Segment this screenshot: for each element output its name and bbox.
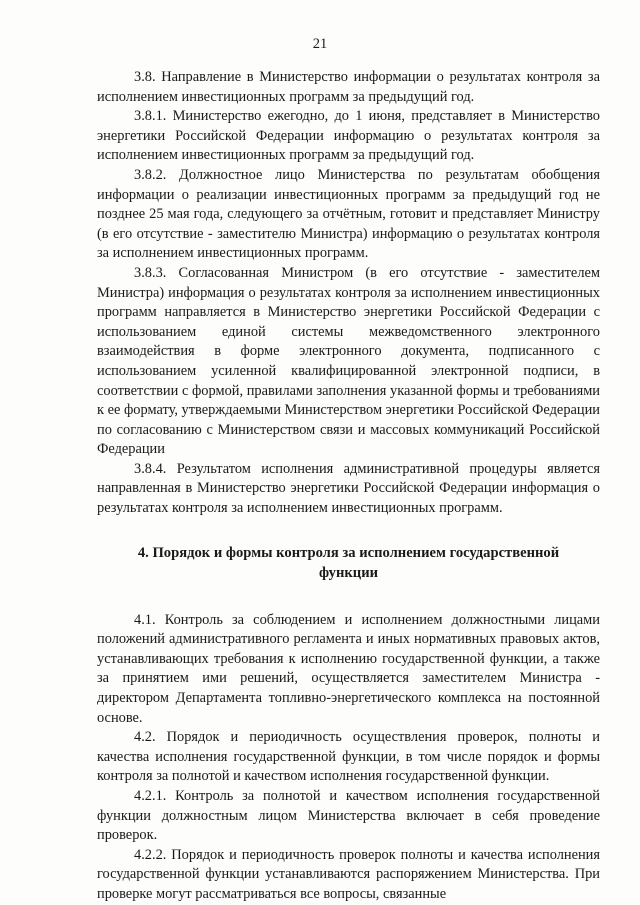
paragraph-4-1: 4.1. Контроль за соблюдением и исполнением должностными лицами положений административного регламента и иных нормативных правовых актов, устанавливающих требования к исполнению государственной функции, а также за принятием ими решений, осуществляется заместителем Министра - директором Департамента топливно-энергетического комплекса на постоянной основе. [97, 611, 600, 726]
paragraph-3-8-1: 3.8.1. Министерство ежегодно, до 1 июня, представляет в Министерство энергетики Российской Федерации информацию о результатах контроля за исполнением инвестиционных программ за предыдущий год. [97, 108, 600, 164]
paragraph-4-2-2: 4.2.2. Порядок и периодичность проверок полноты и качества исполнения государственной функции устанавливаются распоряжением Министерства. При проверке могут рассматриваться все вопросы, связанные [97, 846, 600, 902]
document-body [97, 68, 600, 905]
paragraph-3-8: 3.8. Направление в Министерство информации о результатах контроля за исполнением инвестиционных программ за предыдущий год. [97, 69, 600, 105]
paragraph-4-2-1: 4.2.1. Контроль за полнотой и качеством исполнения государственной функции должностным лицом Министерства включает в себя проведение проверок. [97, 788, 600, 844]
paragraph-3-8-2: 3.8.2. Должностное лицо Министерства по результатам обобщения информации о реализации инвестиционных программ за предыдущий год не позднее 25 мая года, следующего за отчётным, готовит и представляет Министру (в его отсутствие - заместителю Министра) информацию о результатах контроля за исполнением инвестиционных программ. [97, 166, 600, 262]
page-number: 21 [312, 36, 328, 52]
paragraph-3-8-4: 3.8.4. Результатом исполнения административной процедуры является направленная в Министерство энергетики Российской Федерации информация о результатах контроля за исполнением инвестиционных программ. [97, 460, 600, 517]
paragraph-3-8-3: 3.8.3. Согласованная Министром (в его отсутствие - заместителем Министра) информация о результатах контроля за исполнением инвестиционных программ направляется в Министерство энергетики Российской Федерации с использованием единой системы межведомственного электронного взаимодействия в форме электронного документа, подписанного с использованием усиленной квалифицированной электронной подписи, в соответствии с формой, правилами заполнения указанной формы и требованиями к ее формату, утверждаемыми Министерством энергетики Российской Федерации по согласованию с Министерством связи и массовых коммуникаций Российской Федерации [97, 264, 601, 458]
paragraph-4-2: 4.2. Порядок и периодичность осуществления проверок, полноты и качества исполнения государственной функции, в том числе порядок и формы контроля за полнотой и качеством исполнения государственной функции. [97, 729, 600, 785]
section-heading: 4. Порядок и формы контроля за исполнением государственной функции [137, 544, 560, 581]
